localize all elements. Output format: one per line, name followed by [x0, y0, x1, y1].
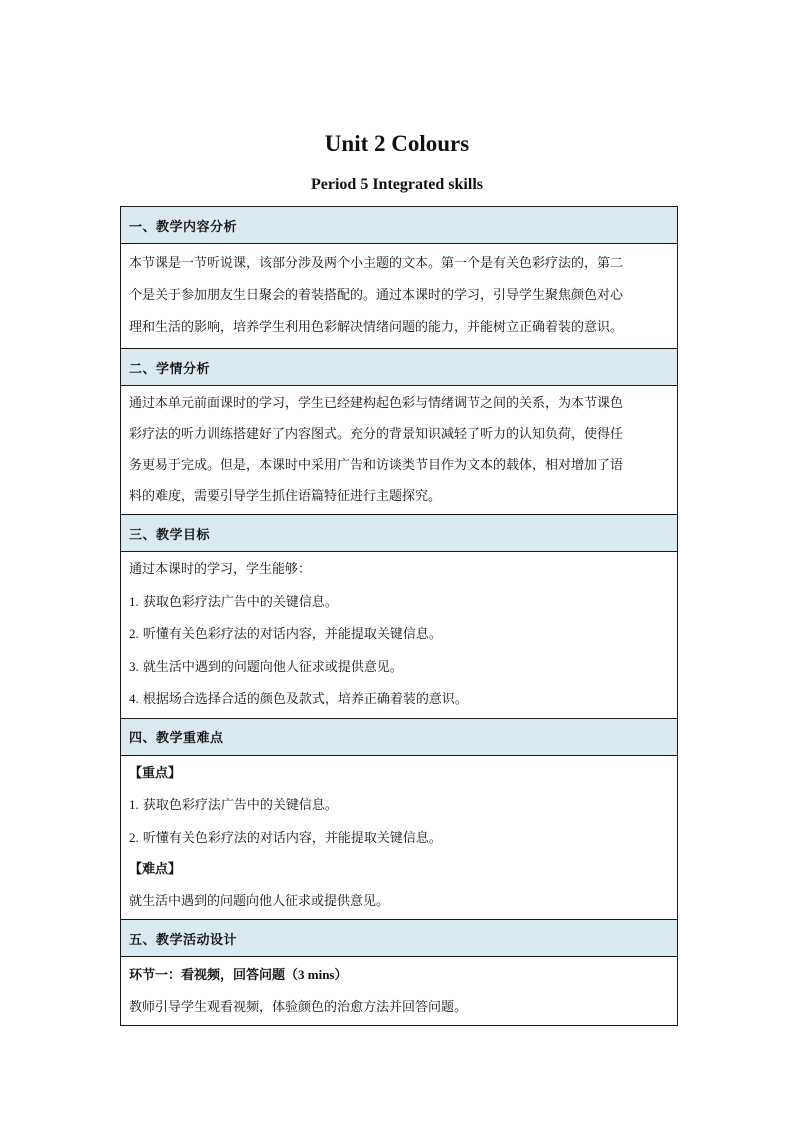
list-text: 获取色彩疗法广告中的关键信息。 [142, 594, 338, 610]
document-subtitle: Period 5 Integrated skills [311, 176, 483, 193]
list-number: 4. [129, 691, 139, 706]
paragraph-line: 本节课是一节听说课，该部分涉及两个小主题的文本。第一个是有关色彩疗法的，第二 [129, 256, 624, 271]
list-item [129, 822, 669, 855]
list-item [129, 683, 669, 716]
section-heading-key-points: 四、教学重难点 [121, 718, 678, 755]
list-item [129, 586, 669, 619]
content-analysis-body [121, 244, 678, 349]
paragraph-line: 通过本单元前面课时的学习，学生已经建构起色彩与情绪调节之间的关系，为本节课色 [129, 396, 624, 411]
difficulty-text: 就生活中遇到的问题向他人征求或提供意见。 [129, 893, 390, 909]
learner-analysis-body [121, 386, 678, 515]
list-text: 听懂有关色彩疗法的对话内容，并能提取关键信息。 [142, 627, 442, 642]
section-heading-content-analysis: 一、教学内容分析 [121, 207, 678, 244]
paragraph-line: 理和生活的影响，培养学生利用色彩解决情绪问题的能力，并能树立正确着装的意识。 [129, 320, 624, 335]
objectives-intro: 通过本课时的学习，学生能够： [129, 562, 312, 577]
paragraph-line: 务更易于完成。但是，本课时中采用广告和访谈类节目作为文本的载体，相对增加了语 [129, 458, 624, 473]
objectives-body [121, 552, 678, 719]
key-points-body [121, 755, 678, 920]
list-number: 2. [129, 626, 139, 641]
list-number: 1. [129, 593, 139, 609]
step-title: 环节一：看视频，回答问题 [129, 968, 286, 983]
focus-label: 【重点】 [129, 765, 182, 781]
document-title: Unit 2 Colours [324, 131, 470, 156]
section-heading-objectives: 三、教学目标 [121, 515, 678, 552]
list-text: 获取色彩疗法广告中的关键信息。 [142, 798, 338, 813]
difficulty-label: 【难点】 [129, 862, 182, 877]
list-number: 3. [129, 658, 139, 674]
activities-body [121, 957, 678, 1026]
step-duration: （3 mins） [285, 967, 348, 982]
step-heading [129, 959, 669, 992]
paragraph-line: 彩疗法的听力训练搭建好了内容图式。充分的背景知识减轻了听力的认知负荷，使得任 [129, 427, 624, 442]
list-item [129, 651, 669, 684]
list-item [129, 618, 669, 651]
lesson-plan-table [120, 206, 678, 1026]
list-text: 就生活中遇到的问题向他人征求或提供意见。 [142, 659, 403, 675]
paragraph-line: 个是关于参加朋友生日聚会的着装搭配的。通过本课时的学习，引导学生聚焦颜色对心 [129, 288, 624, 303]
list-number: 1. [129, 797, 139, 812]
list-text: 听懂有关色彩疗法的对话内容，并能提取关键信息。 [142, 830, 442, 846]
list-item [129, 789, 669, 822]
section-heading-activities: 五、教学活动设计 [121, 920, 678, 957]
step-description: 教师引导学生观看视频，体验颜色的治愈方法并回答问题。 [129, 999, 468, 1015]
paragraph-line: 料的难度，需要引导学生抓住语篇特征进行主题探究。 [129, 489, 442, 504]
list-text: 根据场合选择合适的颜色及款式，培养正确着装的意识。 [142, 692, 468, 707]
list-number: 2. [129, 829, 139, 845]
section-heading-learner-analysis: 二、学情分析 [121, 349, 678, 386]
